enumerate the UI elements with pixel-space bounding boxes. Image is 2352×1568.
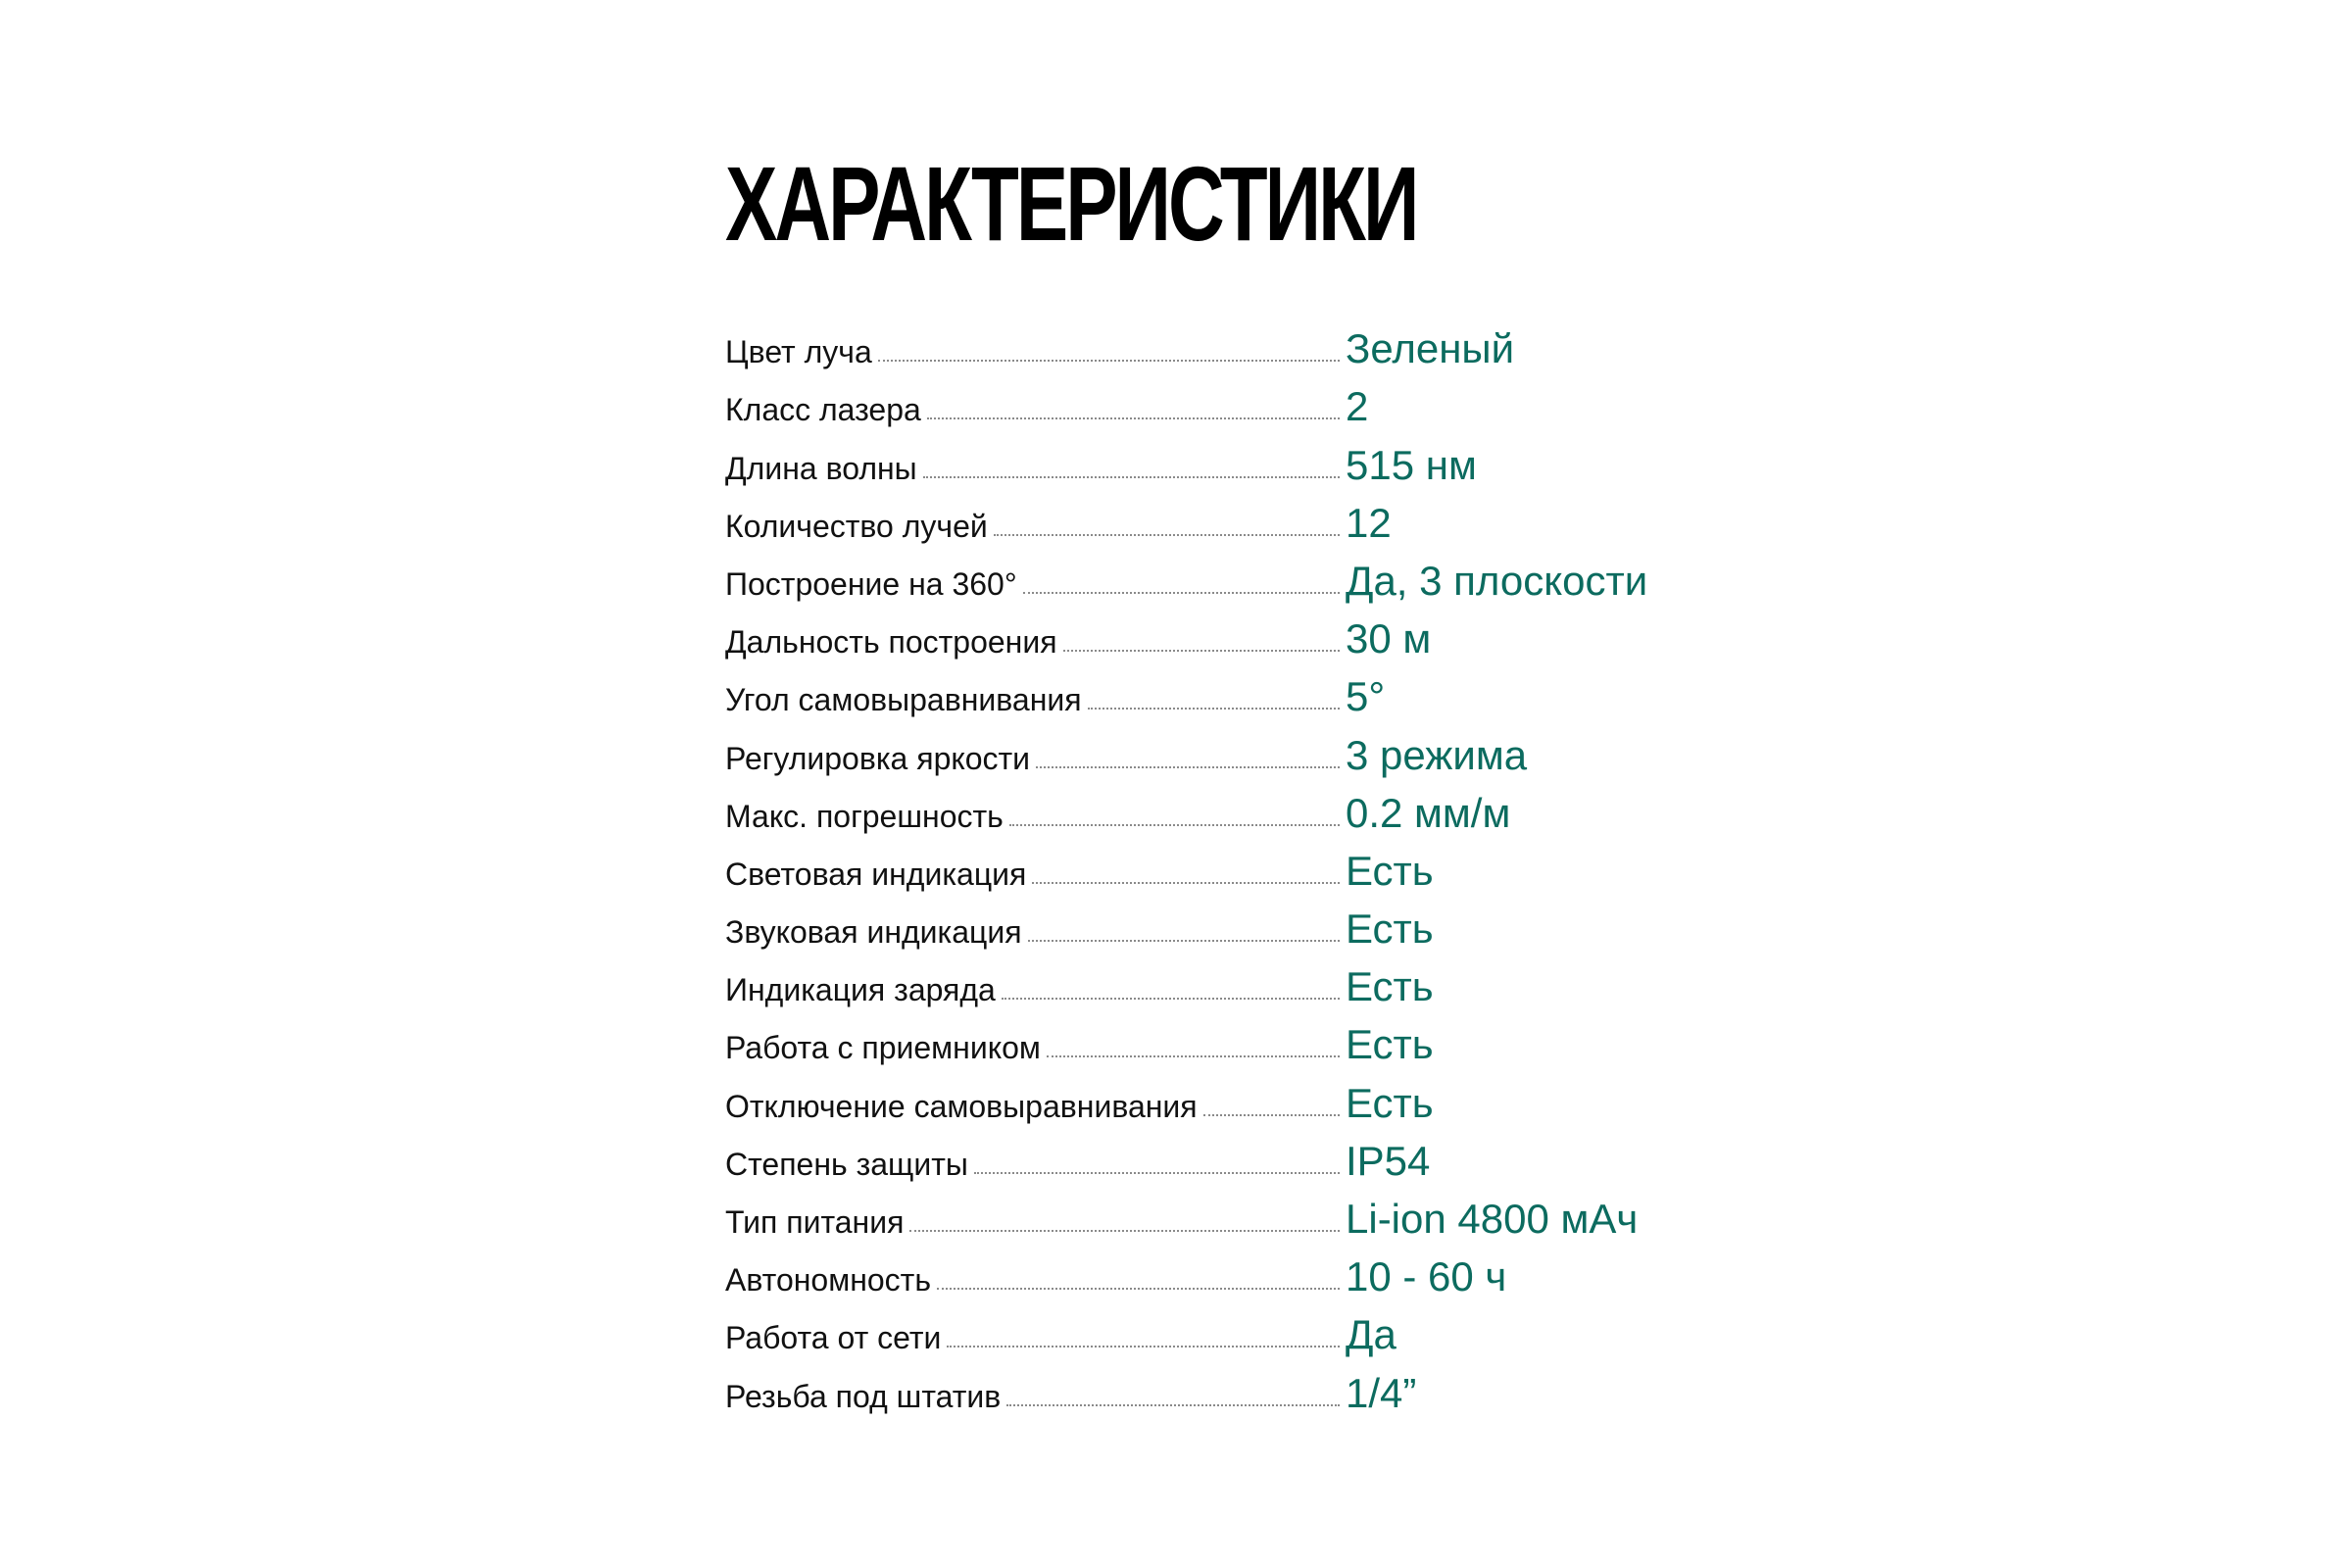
spec-label: Регулировка яркости: [725, 740, 1031, 776]
dotted-leader: [994, 534, 1340, 536]
spec-row: [725, 555, 1705, 612]
spec-value: 515 нм: [1346, 441, 1477, 488]
spec-value: 1/4”: [1346, 1369, 1417, 1416]
spec-list: [725, 322, 1705, 1425]
spec-row: [725, 438, 1705, 496]
spec-row: [725, 1250, 1705, 1308]
spec-value: 10 - 60 ч: [1346, 1253, 1507, 1300]
dotted-leader: [1002, 998, 1340, 1000]
spec-label: Звуковая индикация: [725, 914, 1022, 951]
dotted-leader: [909, 1230, 1340, 1232]
spec-row: [725, 322, 1705, 380]
spec-label: Индикация заряда: [725, 972, 996, 1008]
spec-value: 0.2 мм/м: [1346, 789, 1511, 836]
dotted-leader: [927, 417, 1340, 419]
spec-value: 5°: [1346, 673, 1386, 720]
spec-label: Класс лазера: [725, 392, 921, 428]
spec-label: Дальность построения: [725, 624, 1057, 661]
spec-value: 12: [1346, 499, 1392, 546]
dotted-leader: [1047, 1055, 1340, 1057]
spec-row: [725, 1135, 1705, 1193]
spec-label: Отключение самовыравнивания: [725, 1088, 1198, 1124]
spec-label-wrap: [725, 1319, 1340, 1356]
spec-label: Количество лучей: [725, 508, 988, 544]
spec-label: Цвет луча: [725, 334, 872, 370]
spec-row: [725, 903, 1705, 960]
spec-row: [725, 612, 1705, 670]
dotted-leader: [1028, 940, 1340, 942]
spec-label-wrap: [725, 1088, 1340, 1125]
spec-label-wrap: [725, 623, 1340, 661]
dotted-leader: [1203, 1114, 1340, 1116]
dotted-leader: [1032, 882, 1340, 884]
spec-label-wrap: [725, 1378, 1340, 1415]
spec-label: Тип питания: [725, 1204, 905, 1240]
spec-row: [725, 787, 1705, 845]
dotted-leader: [947, 1346, 1340, 1348]
spec-label: Работа с приемником: [725, 1030, 1041, 1066]
spec-label-wrap: [725, 1203, 1340, 1241]
spec-label: Угол самовыравнивания: [725, 682, 1082, 718]
spec-label-wrap: [725, 565, 1340, 603]
spec-row: [725, 380, 1705, 438]
spec-label: Световая индикация: [725, 856, 1027, 892]
spec-value: Зеленый: [1346, 325, 1515, 372]
spec-value: IP54: [1346, 1137, 1431, 1184]
spec-row: [725, 1076, 1705, 1134]
spec-label-wrap: [725, 1261, 1340, 1298]
spec-label-wrap: [725, 1146, 1340, 1183]
spec-row: [725, 1193, 1705, 1250]
spec-label-wrap: [725, 740, 1340, 777]
spec-label-wrap: [725, 450, 1340, 487]
spec-row: [725, 960, 1705, 1018]
spec-label: Длина волны: [725, 450, 917, 486]
dotted-leader: [1063, 650, 1340, 652]
dotted-leader: [1023, 592, 1340, 594]
spec-row: [725, 845, 1705, 903]
spec-value: 3 режима: [1346, 731, 1528, 778]
spec-value: 30 м: [1346, 615, 1432, 662]
dotted-leader: [923, 476, 1340, 478]
spec-value: Да: [1346, 1311, 1396, 1358]
dotted-leader: [1006, 1404, 1340, 1406]
dotted-leader: [937, 1288, 1340, 1290]
spec-row: [725, 1018, 1705, 1076]
dotted-leader: [878, 360, 1340, 362]
spec-value: Есть: [1346, 1079, 1434, 1126]
spec-label: Степень защиты: [725, 1146, 968, 1182]
spec-value: Есть: [1346, 906, 1434, 953]
spec-value: Li-ion 4800 мАч: [1346, 1196, 1639, 1242]
spec-label-wrap: [725, 681, 1340, 718]
spec-value: 2: [1346, 383, 1369, 430]
spec-row: [725, 728, 1705, 786]
spec-label-wrap: [725, 391, 1340, 428]
spec-label-wrap: [725, 508, 1340, 545]
spec-value: Да, 3 плоскости: [1346, 557, 1648, 604]
dotted-leader: [1009, 824, 1340, 826]
spec-label-wrap: [725, 798, 1340, 835]
spec-value: Есть: [1346, 847, 1434, 894]
spec-label: Макс. погрешность: [725, 798, 1004, 834]
spec-row: [725, 670, 1705, 728]
spec-label-wrap: [725, 971, 1340, 1008]
spec-row: [725, 1366, 1705, 1424]
spec-row: [725, 1308, 1705, 1366]
page-title: ХАРАКТЕРИСТИКИ: [725, 144, 1417, 263]
dotted-leader: [1088, 708, 1340, 710]
spec-value: Есть: [1346, 1021, 1434, 1068]
spec-value: Есть: [1346, 963, 1434, 1010]
dotted-leader: [1036, 766, 1340, 768]
spec-label: Автономность: [725, 1262, 931, 1298]
spec-label-wrap: [725, 333, 1340, 370]
spec-label-wrap: [725, 913, 1340, 951]
spec-label: Построение на 360°: [725, 565, 1017, 602]
spec-label-wrap: [725, 1029, 1340, 1066]
spec-label-wrap: [725, 856, 1340, 893]
spec-row: [725, 497, 1705, 555]
spec-label: Работа от сети: [725, 1320, 942, 1356]
dotted-leader: [974, 1172, 1340, 1174]
spec-label: Резьба под штатив: [725, 1378, 1002, 1414]
